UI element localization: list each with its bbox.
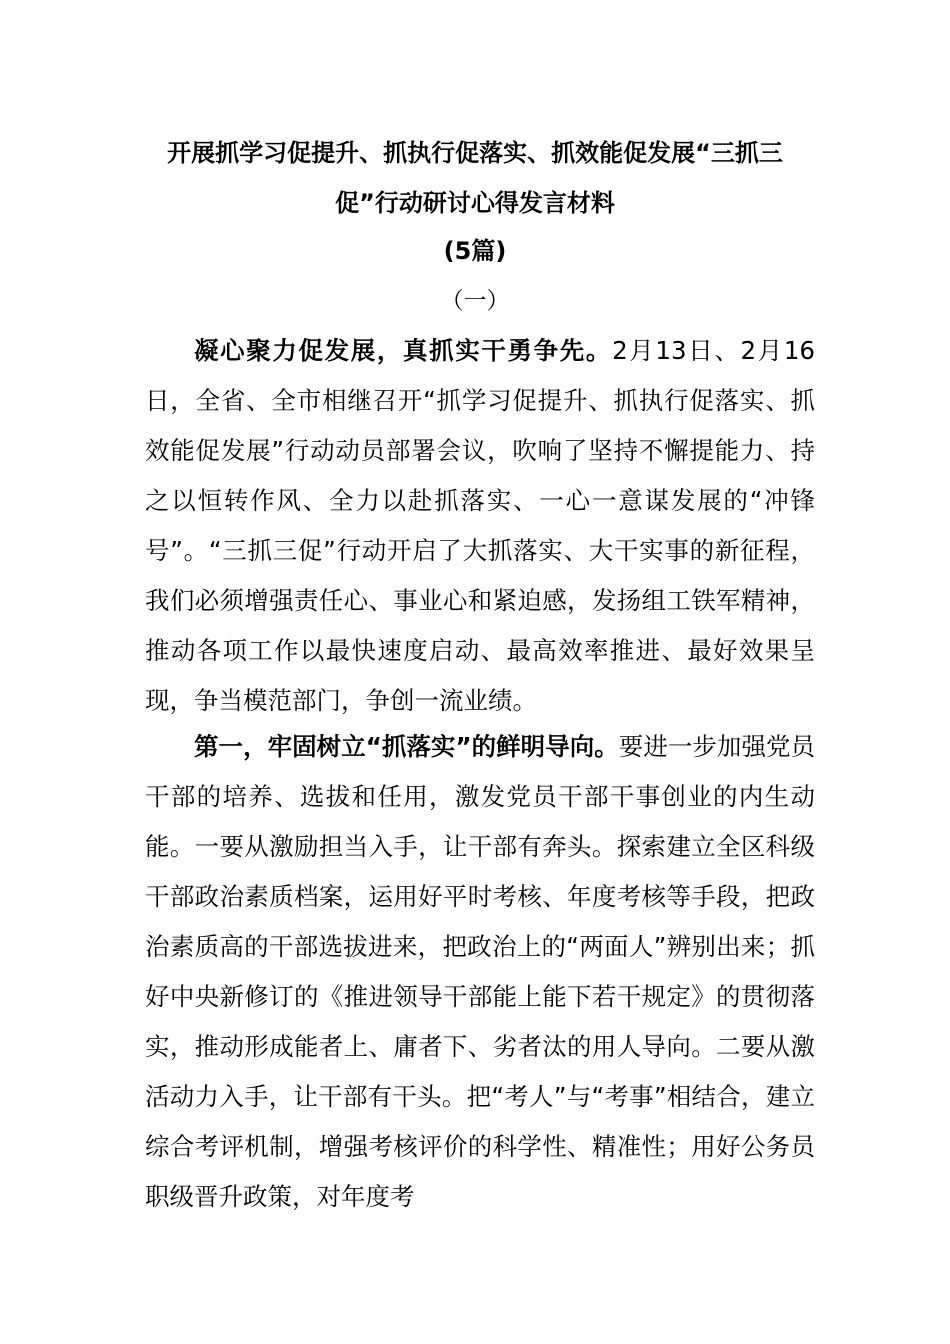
paragraph-1-body: 2月13日、2月16日，全省、全市相继召开“抓学习促提升、抓执行促落实、抓效能促发展”行动动员部署会议，吹响了坚持不懈提能力、持之以恒转作风、全力以赴抓落实、一心一意谋发展的“冲锋号”。“三抓三促”行动开启了大抓落实、大干实事的新征程，我们必须增强责任心、事业心和紧迫感，发扬组工铁军精神，推动各项工作以最快速度启动、最高效率推进、最好效果呈现，争当模范部门，争创一流业绩。 [145,336,816,715]
paragraph-2-lead: 第一，牢固树立“抓落实”的鲜明导向。 [194,732,619,761]
document-title-line-2: 促”行动研讨心得发言材料 [335,189,615,217]
paragraph-2 [145,722,815,1222]
document-title-line-1: 开展抓学习促提升、抓执行促落实、抓效能促发展“三抓三 [167,139,783,167]
paragraph-1-lead: 凝心聚力促发展，真抓实干勇争先。 [194,336,613,365]
document-subtitle: (5篇) [443,237,507,265]
section-number: （一） [440,288,510,314]
paragraph-1 [145,326,815,726]
paragraph-2-body: 要进一步加强党员干部的培养、选拔和任用，激发党员干部干事创业的内生动能。一要从激励担当入手，让干部有奔头。探索建立全区科级干部政治素质档案，运用好平时考核、年度考核等手段，把政治素质高的干部选拔进来，把政治上的“两面人”辨别出来；抓好中央新修订的《推进领导干部能上能下若干规定》的贯彻落实，推动形成能者上、庸者下、劣者汰的用人导向。二要从激活动力入手，让干部有干头。把“考人”与“考事”相结合，建立综合考评机制，增强考核评价的科学性、精准性；用好公务员职级晋升政策，对年度考 [145,732,816,1211]
